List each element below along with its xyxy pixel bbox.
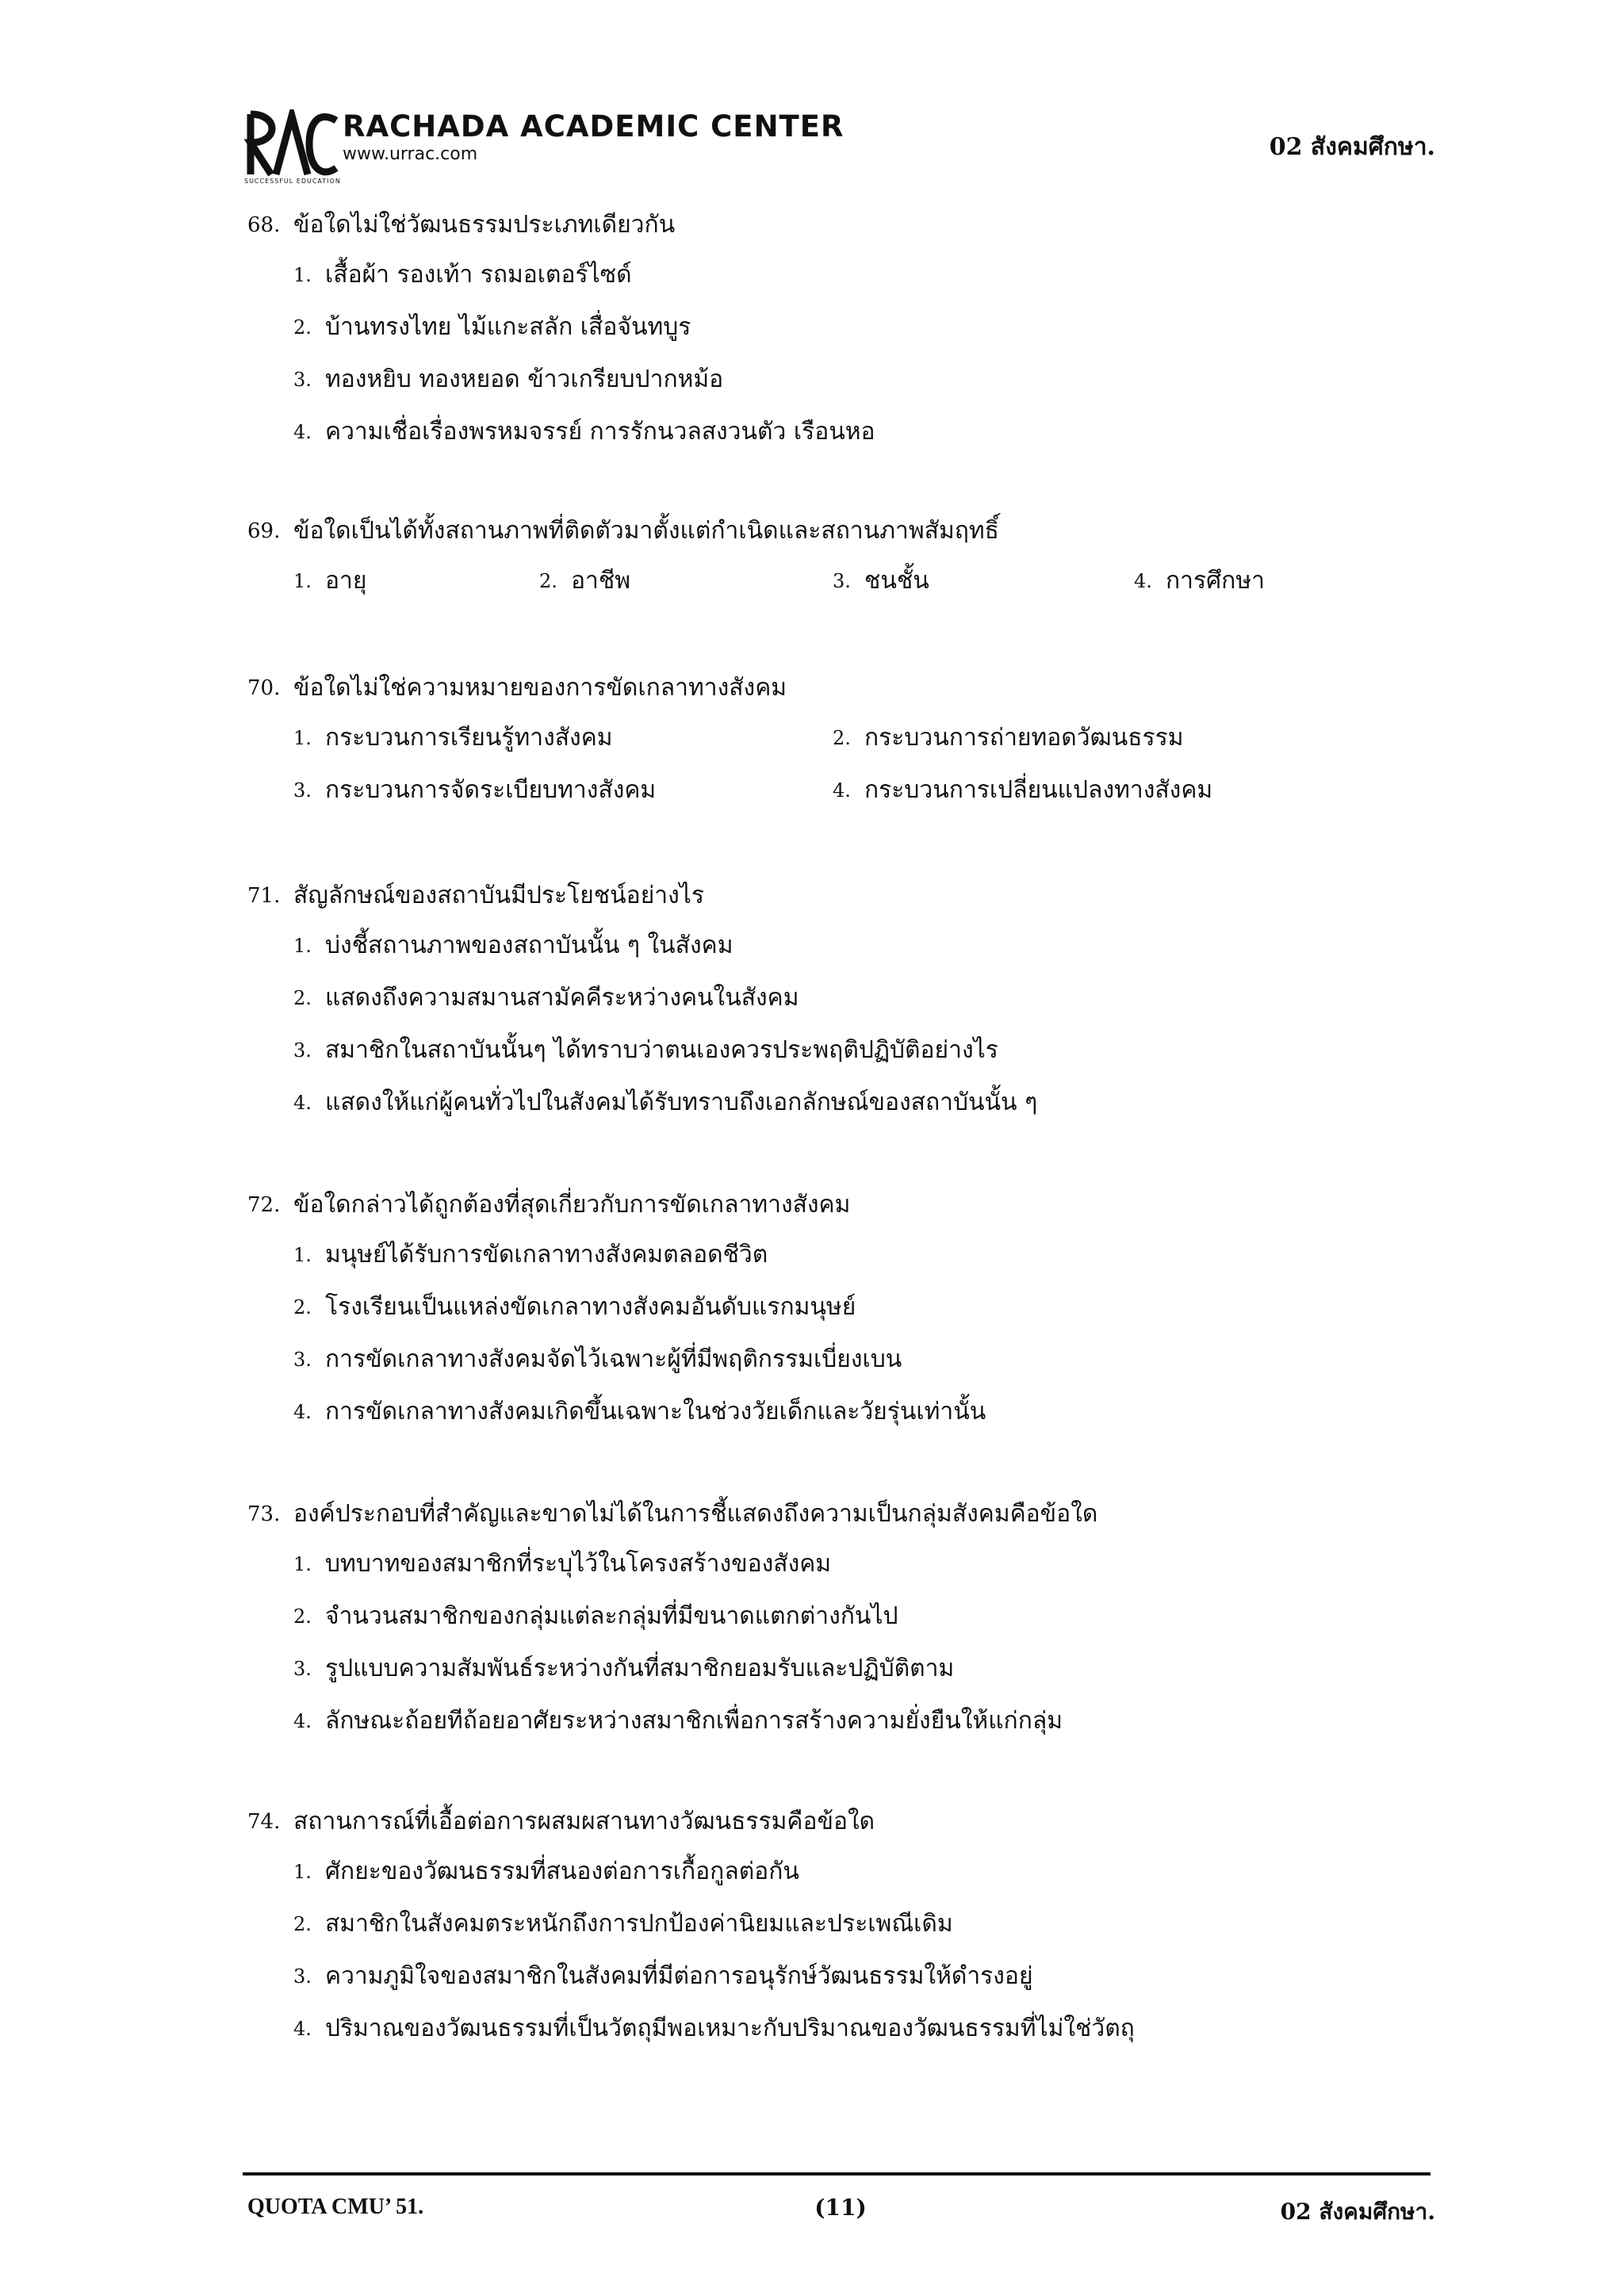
option-1 <box>293 555 366 607</box>
option-4 <box>293 2003 1437 2055</box>
option-1 <box>293 1538 1437 1590</box>
option-list <box>293 1229 1437 1438</box>
option-text: อายุ <box>325 567 367 595</box>
footer-exam-name: QUOTA CMU’ 51. <box>247 2195 424 2219</box>
option-list <box>293 712 1437 817</box>
option-text: ความเชื่อเรื่องพรหมจรรย์ การรักนวลสงวนตัว เรือนหอ <box>325 418 875 446</box>
option-2 <box>293 1281 1437 1334</box>
option-3 <box>833 555 929 607</box>
option-text: แสดงถึงความสมานสามัคคีระหว่างคนในสังคม <box>325 984 799 1012</box>
option-3 <box>293 1024 1437 1077</box>
logo-tagline: SUCCESSFUL EDUCATION <box>244 178 341 185</box>
question-stem <box>247 1181 1437 1229</box>
question-72 <box>247 1181 1437 1438</box>
question-text: ข้อใดไม่ใช่วัฒนธรรมประเภทเดียวกัน <box>293 211 676 239</box>
option-number: 4. <box>293 2018 312 2040</box>
question-stem <box>247 1490 1437 1538</box>
option-number: 2. <box>293 987 312 1009</box>
question-number: 70. <box>247 676 281 700</box>
option-1 <box>293 1846 1437 1898</box>
question-stem <box>247 1798 1437 1846</box>
option-number: 3. <box>293 1658 312 1680</box>
option-1 <box>293 712 613 764</box>
option-4 <box>1134 555 1265 607</box>
option-1 <box>293 1229 1437 1281</box>
option-number: 3. <box>293 1039 312 1062</box>
option-2 <box>293 972 1437 1024</box>
option-text: กระบวนการเรียนรู้ทางสังคม <box>325 724 613 752</box>
option-2 <box>293 1898 1437 1950</box>
footer-subject: 02 สังคมศึกษา. <box>1280 2198 1435 2225</box>
option-number: 2. <box>293 1296 312 1318</box>
option-number: 2. <box>293 316 312 339</box>
option-text: กระบวนการจัดระเบียบทางสังคม <box>325 776 657 804</box>
footer-divider <box>243 2172 1431 2175</box>
option-2 <box>293 1590 1437 1643</box>
question-74 <box>247 1798 1437 2055</box>
question-text: ข้อใดเป็นได้ทั้งสถานภาพที่ติดตัวมาตั้งแต่กำเนิดและสถานภาพสัมฤทธิ์ <box>293 517 999 545</box>
question-text: ข้อใดกล่าวได้ถูกต้องที่สุดเกี่ยวกับการขัดเกลาทางสังคม <box>293 1191 851 1219</box>
option-text: จำนวนสมาชิกของกลุ่มแต่ละกลุ่มที่มีขนาดแตกต่างกันไป <box>325 1602 898 1630</box>
question-68 <box>247 201 1437 458</box>
option-3 <box>293 1950 1437 2003</box>
option-2 <box>293 301 1437 354</box>
option-number: 4. <box>293 421 312 443</box>
option-number: 3. <box>293 1965 312 1988</box>
question-text: องค์ประกอบที่สำคัญและขาดไม่ได้ในการชี้แสดงถึงความเป็นกลุ่มสังคมคือข้อใด <box>293 1500 1098 1528</box>
option-text: บ่งชี้สถานภาพของสถาบันนั้น ๆ ในสังคม <box>325 932 733 959</box>
question-stem <box>247 507 1437 555</box>
option-text: การศึกษา <box>1166 567 1265 595</box>
option-text: ลักษณะถ้อยทีถ้อยอาศัยระหว่างสมาชิกเพื่อการสร้างความยั่งยืนให้แก่กลุ่ม <box>325 1707 1063 1735</box>
option-text: กระบวนการถ่ายทอดวัฒนธรรม <box>864 724 1184 752</box>
question-69 <box>247 507 1437 607</box>
option-list <box>293 249 1437 458</box>
option-3 <box>293 1334 1437 1386</box>
option-list <box>293 555 1437 607</box>
question-number: 74. <box>247 1810 281 1834</box>
option-number: 1. <box>293 727 312 749</box>
page-number: (11) <box>814 2195 867 2221</box>
option-number: 1. <box>293 264 312 286</box>
question-text: สถานการณ์ที่เอื้อต่อการผสมผสานทางวัฒนธรรมคือข้อใด <box>293 1808 875 1835</box>
option-4 <box>293 1386 1437 1438</box>
option-text: กระบวนการเปลี่ยนแปลงทางสังคม <box>864 776 1213 804</box>
question-number: 72. <box>247 1193 281 1217</box>
option-text: บ้านทรงไทย ไม้แกะสลัก เสื่อจันทบูร <box>325 313 691 341</box>
question-stem <box>247 664 1437 712</box>
header-subject: 02 สังคมศึกษา. <box>1269 133 1435 161</box>
question-stem <box>247 872 1437 920</box>
option-list <box>293 920 1437 1129</box>
option-text: แสดงให้แก่ผู้คนทั่วไปในสังคมได้รับทราบถึงเอกลักษณ์ของสถาบันนั้น ๆ <box>325 1089 1038 1116</box>
rac-logo <box>244 106 845 186</box>
option-number: 1. <box>293 935 312 957</box>
option-text: อาชีพ <box>571 567 630 595</box>
option-text: สมาชิกในสังคมตระหนักถึงการปกป้องค่านิยมและประเพณีเดิม <box>325 1910 953 1938</box>
option-number: 4. <box>293 1710 312 1732</box>
question-number: 73. <box>247 1502 281 1526</box>
option-number: 1. <box>293 1553 312 1575</box>
option-1 <box>293 920 1437 972</box>
option-4 <box>293 406 1437 458</box>
option-number: 1. <box>293 570 312 592</box>
option-1 <box>293 249 1437 301</box>
question-number: 71. <box>247 884 281 908</box>
option-number: 1. <box>293 1244 312 1266</box>
option-number: 3. <box>833 570 851 592</box>
question-stem <box>247 201 1437 249</box>
option-number: 4. <box>293 1401 312 1423</box>
option-number: 4. <box>833 779 851 802</box>
option-text: รูปแบบความสัมพันธ์ระหว่างกันที่สมาชิกยอมรับและปฏิบัติตาม <box>325 1655 955 1682</box>
option-3 <box>293 354 1437 406</box>
rac-logo-mark <box>244 109 339 176</box>
logo-url: www.urrac.com <box>343 144 478 164</box>
question-number: 69. <box>247 519 281 543</box>
option-3 <box>293 764 656 817</box>
option-text: ชนชั้น <box>864 567 929 595</box>
option-text: เสื้อผ้า รองเท้า รถมอเตอร์ไซด์ <box>325 261 632 289</box>
question-73 <box>247 1490 1437 1747</box>
question-text: ข้อใดไม่ใช่ความหมายของการขัดเกลาทางสังคม <box>293 674 787 702</box>
option-4 <box>293 1077 1437 1129</box>
option-text: โรงเรียนเป็นแหล่งขัดเกลาทางสังคมอันดับแรกมนุษย์ <box>325 1293 856 1321</box>
option-text: ทองหยิบ ทองหยอด ข้าวเกรียบปากหม้อ <box>325 365 724 393</box>
logo-name: RACHADA ACADEMIC CENTER <box>343 109 845 144</box>
option-number: 3. <box>293 779 312 802</box>
option-number: 4. <box>293 1092 312 1114</box>
option-text: บทบาทของสมาชิกที่ระบุไว้ในโครงสร้างของสังคม <box>325 1550 832 1578</box>
option-text: ศักยะของวัฒนธรรมที่สนองต่อการเกื้อกูลต่อกัน <box>325 1858 799 1885</box>
option-number: 4. <box>1134 570 1152 592</box>
question-71 <box>247 872 1437 1129</box>
option-text: การขัดเกลาทางสังคมจัดไว้เฉพาะผู้ที่มีพฤติกรรมเบี่ยงเบน <box>325 1345 902 1373</box>
option-2 <box>833 712 1184 764</box>
option-number: 3. <box>293 369 312 391</box>
option-number: 2. <box>293 1605 312 1628</box>
option-list <box>293 1538 1437 1747</box>
option-list <box>293 1846 1437 2055</box>
option-text: มนุษย์ได้รับการขัดเกลาทางสังคมตลอดชีวิต <box>325 1241 768 1269</box>
question-number: 68. <box>247 213 281 237</box>
option-4 <box>293 1695 1437 1747</box>
option-3 <box>293 1643 1437 1695</box>
option-text: ความภูมิใจของสมาชิกในสังคมที่มีต่อการอนุรักษ์วัฒนธรรมให้ดำรงอยู่ <box>325 1962 1033 1990</box>
option-number: 2. <box>293 1913 312 1935</box>
option-text: การขัดเกลาทางสังคมเกิดขึ้นเฉพาะในช่วงวัยเด็กและวัยรุ่นเท่านั้น <box>325 1398 986 1425</box>
option-text: สมาชิกในสถาบันนั้นๆ ได้ทราบว่าตนเองควรประพฤติปฏิบัติอย่างไร <box>325 1036 998 1064</box>
option-4 <box>833 764 1212 817</box>
question-70 <box>247 664 1437 817</box>
option-number: 2. <box>539 570 557 592</box>
option-2 <box>539 555 630 607</box>
option-number: 2. <box>833 727 851 749</box>
option-text: ปริมาณของวัฒนธรรมที่เป็นวัตถุมีพอเหมาะกับปริมาณของวัฒนธรรมที่ไม่ใช่วัตถุ <box>325 2015 1135 2042</box>
option-number: 3. <box>293 1349 312 1371</box>
option-number: 1. <box>293 1861 312 1883</box>
question-text: สัญลักษณ์ของสถาบันมีประโยชน์อย่างไร <box>293 882 704 909</box>
